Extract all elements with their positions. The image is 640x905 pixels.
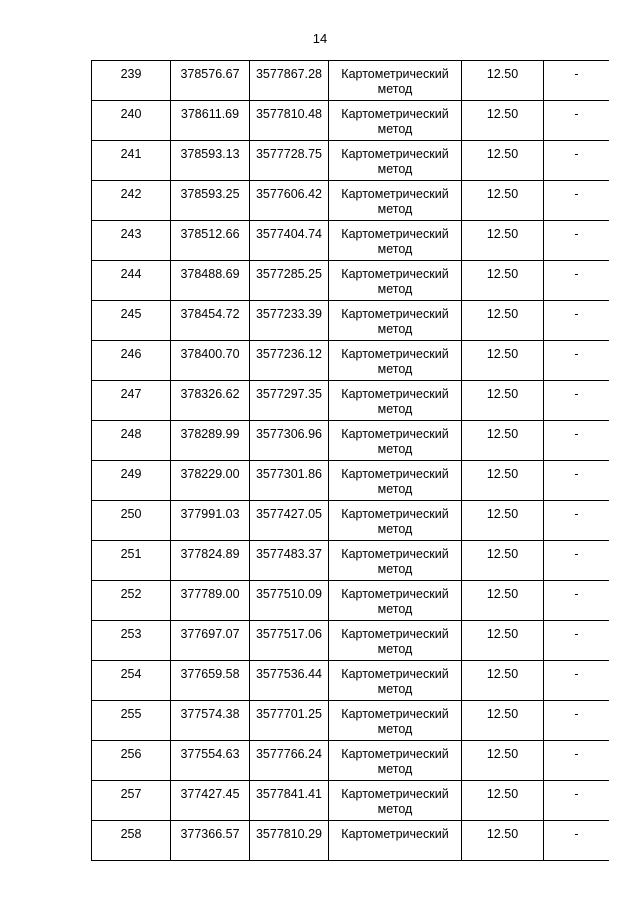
accuracy-cell [462, 541, 544, 581]
point-number-cell-text: 254 [120, 667, 142, 681]
y-coordinate-cell-text: 3577810.48 [255, 107, 323, 121]
table-row [92, 141, 610, 181]
accuracy-cell-text: 12.50 [486, 187, 519, 201]
y-coordinate-cell-text: 3577536.44 [255, 667, 323, 681]
x-coordinate-cell [171, 381, 250, 421]
method-cell [329, 101, 462, 141]
accuracy-cell-text: 12.50 [486, 427, 519, 441]
accuracy-cell [462, 621, 544, 661]
note-cell-text: - [574, 627, 579, 641]
x-coordinate-cell-text: 377427.45 [180, 787, 240, 801]
y-coordinate-cell-text: 3577285.25 [255, 267, 323, 281]
table-row [92, 701, 610, 741]
accuracy-cell-text: 12.50 [486, 627, 519, 641]
accuracy-cell [462, 61, 544, 101]
x-coordinate-cell-text: 377697.07 [180, 627, 240, 641]
y-coordinate-cell [250, 341, 329, 381]
point-number-cell [92, 101, 171, 141]
point-number-cell-text: 248 [120, 427, 142, 441]
accuracy-cell [462, 221, 544, 261]
method-cell-text: Картометрический метод [341, 507, 449, 536]
point-number-cell-text: 240 [120, 107, 142, 121]
point-number-cell-text: 241 [120, 147, 142, 161]
note-cell-text: - [574, 827, 579, 841]
y-coordinate-cell [250, 581, 329, 621]
x-coordinate-cell-text: 377659.58 [180, 667, 240, 681]
note-cell-text: - [574, 187, 579, 201]
note-cell-text: - [574, 467, 579, 481]
x-coordinate-cell [171, 581, 250, 621]
accuracy-cell [462, 341, 544, 381]
note-cell-text: - [574, 347, 579, 361]
accuracy-cell-text: 12.50 [486, 267, 519, 281]
note-cell [544, 781, 610, 821]
x-coordinate-cell [171, 461, 250, 501]
note-cell-text: - [574, 587, 579, 601]
point-number-cell [92, 701, 171, 741]
x-coordinate-cell [171, 821, 250, 861]
method-cell [329, 581, 462, 621]
point-number-cell [92, 741, 171, 781]
accuracy-cell-text: 12.50 [486, 307, 519, 321]
note-cell [544, 501, 610, 541]
accuracy-cell-text: 12.50 [486, 707, 519, 721]
x-coordinate-cell [171, 621, 250, 661]
y-coordinate-cell-text: 3577510.09 [255, 587, 323, 601]
accuracy-cell-text: 12.50 [486, 547, 519, 561]
y-coordinate-cell [250, 621, 329, 661]
accuracy-cell [462, 461, 544, 501]
x-coordinate-cell-text: 378611.69 [180, 107, 240, 121]
accuracy-cell [462, 261, 544, 301]
accuracy-cell [462, 821, 544, 861]
y-coordinate-cell [250, 301, 329, 341]
x-coordinate-cell-text: 378593.25 [180, 187, 240, 201]
x-coordinate-cell [171, 421, 250, 461]
coordinates-table [91, 60, 609, 861]
x-coordinate-cell [171, 261, 250, 301]
x-coordinate-cell-text: 377991.03 [180, 507, 240, 521]
accuracy-cell-text: 12.50 [486, 467, 519, 481]
x-coordinate-cell [171, 661, 250, 701]
method-cell-text: Картометрический метод [341, 787, 449, 816]
note-cell [544, 181, 610, 221]
note-cell-text: - [574, 787, 579, 801]
method-cell-text: Картометрический метод [341, 427, 449, 456]
note-cell [544, 421, 610, 461]
point-number-cell-text: 256 [120, 747, 142, 761]
x-coordinate-cell-text: 378576.67 [180, 67, 240, 81]
point-number-cell [92, 541, 171, 581]
point-number-cell [92, 661, 171, 701]
method-cell [329, 181, 462, 221]
note-cell-text: - [574, 267, 579, 281]
method-cell [329, 381, 462, 421]
note-cell [544, 741, 610, 781]
coordinates-table-container [91, 60, 609, 870]
note-cell [544, 341, 610, 381]
note-cell-text: - [574, 667, 579, 681]
table-row [92, 461, 610, 501]
method-cell-text: Картометрический [341, 827, 449, 841]
y-coordinate-cell [250, 421, 329, 461]
method-cell-text: Картометрический метод [341, 347, 449, 376]
accuracy-cell [462, 701, 544, 741]
y-coordinate-cell [250, 461, 329, 501]
table-row [92, 221, 610, 261]
x-coordinate-cell-text: 378512.66 [180, 227, 240, 241]
y-coordinate-cell-text: 3577301.86 [255, 467, 323, 481]
page-number: 14 [312, 31, 328, 46]
table-row [92, 341, 610, 381]
point-number-cell-text: 252 [120, 587, 142, 601]
x-coordinate-cell-text: 378229.00 [180, 467, 240, 481]
method-cell-text: Картометрический метод [341, 187, 449, 216]
method-cell [329, 301, 462, 341]
point-number-cell-text: 245 [120, 307, 142, 321]
note-cell [544, 661, 610, 701]
note-cell [544, 541, 610, 581]
accuracy-cell [462, 501, 544, 541]
table-row [92, 101, 610, 141]
y-coordinate-cell [250, 701, 329, 741]
note-cell [544, 301, 610, 341]
y-coordinate-cell [250, 661, 329, 701]
y-coordinate-cell [250, 741, 329, 781]
table-row [92, 781, 610, 821]
method-cell [329, 261, 462, 301]
x-coordinate-cell-text: 378400.70 [180, 347, 240, 361]
point-number-cell [92, 421, 171, 461]
accuracy-cell-text: 12.50 [486, 587, 519, 601]
x-coordinate-cell [171, 701, 250, 741]
note-cell [544, 101, 610, 141]
method-cell-text: Картометрический метод [341, 547, 449, 576]
accuracy-cell [462, 661, 544, 701]
point-number-cell [92, 501, 171, 541]
y-coordinate-cell [250, 541, 329, 581]
method-cell [329, 341, 462, 381]
y-coordinate-cell [250, 181, 329, 221]
y-coordinate-cell-text: 3577297.35 [255, 387, 323, 401]
note-cell [544, 221, 610, 261]
note-cell-text: - [574, 707, 579, 721]
accuracy-cell [462, 301, 544, 341]
method-cell [329, 781, 462, 821]
y-coordinate-cell-text: 3577517.06 [255, 627, 323, 641]
note-cell [544, 461, 610, 501]
note-cell [544, 621, 610, 661]
y-coordinate-cell-text: 3577841.41 [255, 787, 323, 801]
point-number-cell [92, 621, 171, 661]
y-coordinate-cell-text: 3577483.37 [255, 547, 323, 561]
point-number-cell-text: 257 [120, 787, 142, 801]
method-cell [329, 461, 462, 501]
point-number-cell-text: 253 [120, 627, 142, 641]
method-cell-text: Картометрический метод [341, 227, 449, 256]
point-number-cell [92, 61, 171, 101]
x-coordinate-cell [171, 101, 250, 141]
x-coordinate-cell-text: 378488.69 [180, 267, 240, 281]
x-coordinate-cell [171, 181, 250, 221]
y-coordinate-cell [250, 781, 329, 821]
method-cell [329, 61, 462, 101]
accuracy-cell [462, 781, 544, 821]
accuracy-cell-text: 12.50 [486, 667, 519, 681]
method-cell-text: Картометрический метод [341, 467, 449, 496]
method-cell [329, 621, 462, 661]
y-coordinate-cell [250, 101, 329, 141]
accuracy-cell-text: 12.50 [486, 107, 519, 121]
note-cell-text: - [574, 307, 579, 321]
method-cell-text: Картометрический метод [341, 147, 449, 176]
point-number-cell-text: 242 [120, 187, 142, 201]
point-number-cell [92, 261, 171, 301]
table-row [92, 421, 610, 461]
x-coordinate-cell [171, 741, 250, 781]
x-coordinate-cell-text: 378326.62 [180, 387, 240, 401]
method-cell [329, 701, 462, 741]
point-number-cell [92, 781, 171, 821]
note-cell [544, 61, 610, 101]
y-coordinate-cell [250, 221, 329, 261]
method-cell [329, 141, 462, 181]
method-cell-text: Картометрический метод [341, 387, 449, 416]
table-row [92, 821, 610, 861]
x-coordinate-cell [171, 61, 250, 101]
point-number-cell [92, 581, 171, 621]
y-coordinate-cell-text: 3577867.28 [255, 67, 323, 81]
table-row [92, 541, 610, 581]
y-coordinate-cell-text: 3577728.75 [255, 147, 323, 161]
accuracy-cell-text: 12.50 [486, 67, 519, 81]
method-cell-text: Картометрический метод [341, 107, 449, 136]
note-cell [544, 261, 610, 301]
x-coordinate-cell-text: 377824.89 [180, 547, 240, 561]
point-number-cell [92, 141, 171, 181]
note-cell-text: - [574, 507, 579, 521]
x-coordinate-cell [171, 141, 250, 181]
y-coordinate-cell-text: 3577701.25 [255, 707, 323, 721]
note-cell [544, 581, 610, 621]
y-coordinate-cell-text: 3577766.24 [255, 747, 323, 761]
point-number-cell-text: 249 [120, 467, 142, 481]
point-number-cell [92, 301, 171, 341]
y-coordinate-cell [250, 61, 329, 101]
table-row [92, 261, 610, 301]
y-coordinate-cell [250, 821, 329, 861]
method-cell-text: Картометрический метод [341, 747, 449, 776]
x-coordinate-cell [171, 541, 250, 581]
table-row [92, 61, 610, 101]
table-row [92, 621, 610, 661]
accuracy-cell [462, 141, 544, 181]
method-cell [329, 221, 462, 261]
method-cell-text: Картометрический метод [341, 587, 449, 616]
accuracy-cell-text: 12.50 [486, 747, 519, 761]
accuracy-cell-text: 12.50 [486, 787, 519, 801]
method-cell [329, 421, 462, 461]
x-coordinate-cell-text: 377366.57 [180, 827, 240, 841]
point-number-cell-text: 250 [120, 507, 142, 521]
accuracy-cell-text: 12.50 [486, 827, 519, 841]
method-cell-text: Картометрический метод [341, 307, 449, 336]
accuracy-cell [462, 421, 544, 461]
method-cell-text: Картометрический метод [341, 67, 449, 96]
point-number-cell-text: 246 [120, 347, 142, 361]
point-number-cell [92, 381, 171, 421]
table-row [92, 581, 610, 621]
method-cell [329, 501, 462, 541]
point-number-cell [92, 181, 171, 221]
note-cell-text: - [574, 67, 579, 81]
accuracy-cell-text: 12.50 [486, 347, 519, 361]
note-cell-text: - [574, 427, 579, 441]
y-coordinate-cell-text: 3577306.96 [255, 427, 323, 441]
point-number-cell-text: 239 [120, 67, 142, 81]
x-coordinate-cell [171, 341, 250, 381]
table-row [92, 301, 610, 341]
accuracy-cell-text: 12.50 [486, 147, 519, 161]
point-number-cell-text: 243 [120, 227, 142, 241]
x-coordinate-cell-text: 377574.38 [180, 707, 240, 721]
accuracy-cell-text: 12.50 [486, 387, 519, 401]
x-coordinate-cell-text: 378454.72 [180, 307, 240, 321]
y-coordinate-cell [250, 501, 329, 541]
method-cell [329, 661, 462, 701]
y-coordinate-cell [250, 261, 329, 301]
y-coordinate-cell [250, 141, 329, 181]
table-row [92, 381, 610, 421]
table-row [92, 181, 610, 221]
y-coordinate-cell-text: 3577427.05 [255, 507, 323, 521]
x-coordinate-cell [171, 301, 250, 341]
accuracy-cell [462, 181, 544, 221]
note-cell [544, 381, 610, 421]
method-cell-text: Картометрический метод [341, 667, 449, 696]
table-body [92, 61, 610, 861]
accuracy-cell [462, 741, 544, 781]
x-coordinate-cell [171, 781, 250, 821]
table-row [92, 661, 610, 701]
method-cell [329, 741, 462, 781]
method-cell-text: Картометрический метод [341, 707, 449, 736]
point-number-cell-text: 258 [120, 827, 142, 841]
note-cell [544, 701, 610, 741]
accuracy-cell [462, 581, 544, 621]
x-coordinate-cell-text: 378593.13 [180, 147, 240, 161]
accuracy-cell [462, 101, 544, 141]
point-number-cell [92, 821, 171, 861]
y-coordinate-cell-text: 3577236.12 [255, 347, 323, 361]
note-cell-text: - [574, 387, 579, 401]
table-row [92, 501, 610, 541]
y-coordinate-cell-text: 3577233.39 [255, 307, 323, 321]
x-coordinate-cell-text: 378289.99 [180, 427, 240, 441]
x-coordinate-cell-text: 377554.63 [180, 747, 240, 761]
method-cell-text: Картометрический метод [341, 627, 449, 656]
accuracy-cell-text: 12.50 [486, 227, 519, 241]
x-coordinate-cell [171, 221, 250, 261]
note-cell-text: - [574, 147, 579, 161]
y-coordinate-cell-text: 3577404.74 [255, 227, 323, 241]
point-number-cell [92, 221, 171, 261]
point-number-cell [92, 341, 171, 381]
point-number-cell [92, 461, 171, 501]
point-number-cell-text: 255 [120, 707, 142, 721]
method-cell [329, 821, 462, 861]
note-cell-text: - [574, 747, 579, 761]
x-coordinate-cell [171, 501, 250, 541]
y-coordinate-cell-text: 3577810.29 [255, 827, 323, 841]
accuracy-cell [462, 381, 544, 421]
point-number-cell-text: 251 [120, 547, 142, 561]
table-row [92, 741, 610, 781]
point-number-cell-text: 247 [120, 387, 142, 401]
accuracy-cell-text: 12.50 [486, 507, 519, 521]
method-cell [329, 541, 462, 581]
note-cell [544, 821, 610, 861]
y-coordinate-cell [250, 381, 329, 421]
note-cell-text: - [574, 107, 579, 121]
note-cell [544, 141, 610, 181]
note-cell-text: - [574, 547, 579, 561]
point-number-cell-text: 244 [120, 267, 142, 281]
x-coordinate-cell-text: 377789.00 [180, 587, 240, 601]
note-cell-text: - [574, 227, 579, 241]
y-coordinate-cell-text: 3577606.42 [255, 187, 323, 201]
method-cell-text: Картометрический метод [341, 267, 449, 296]
